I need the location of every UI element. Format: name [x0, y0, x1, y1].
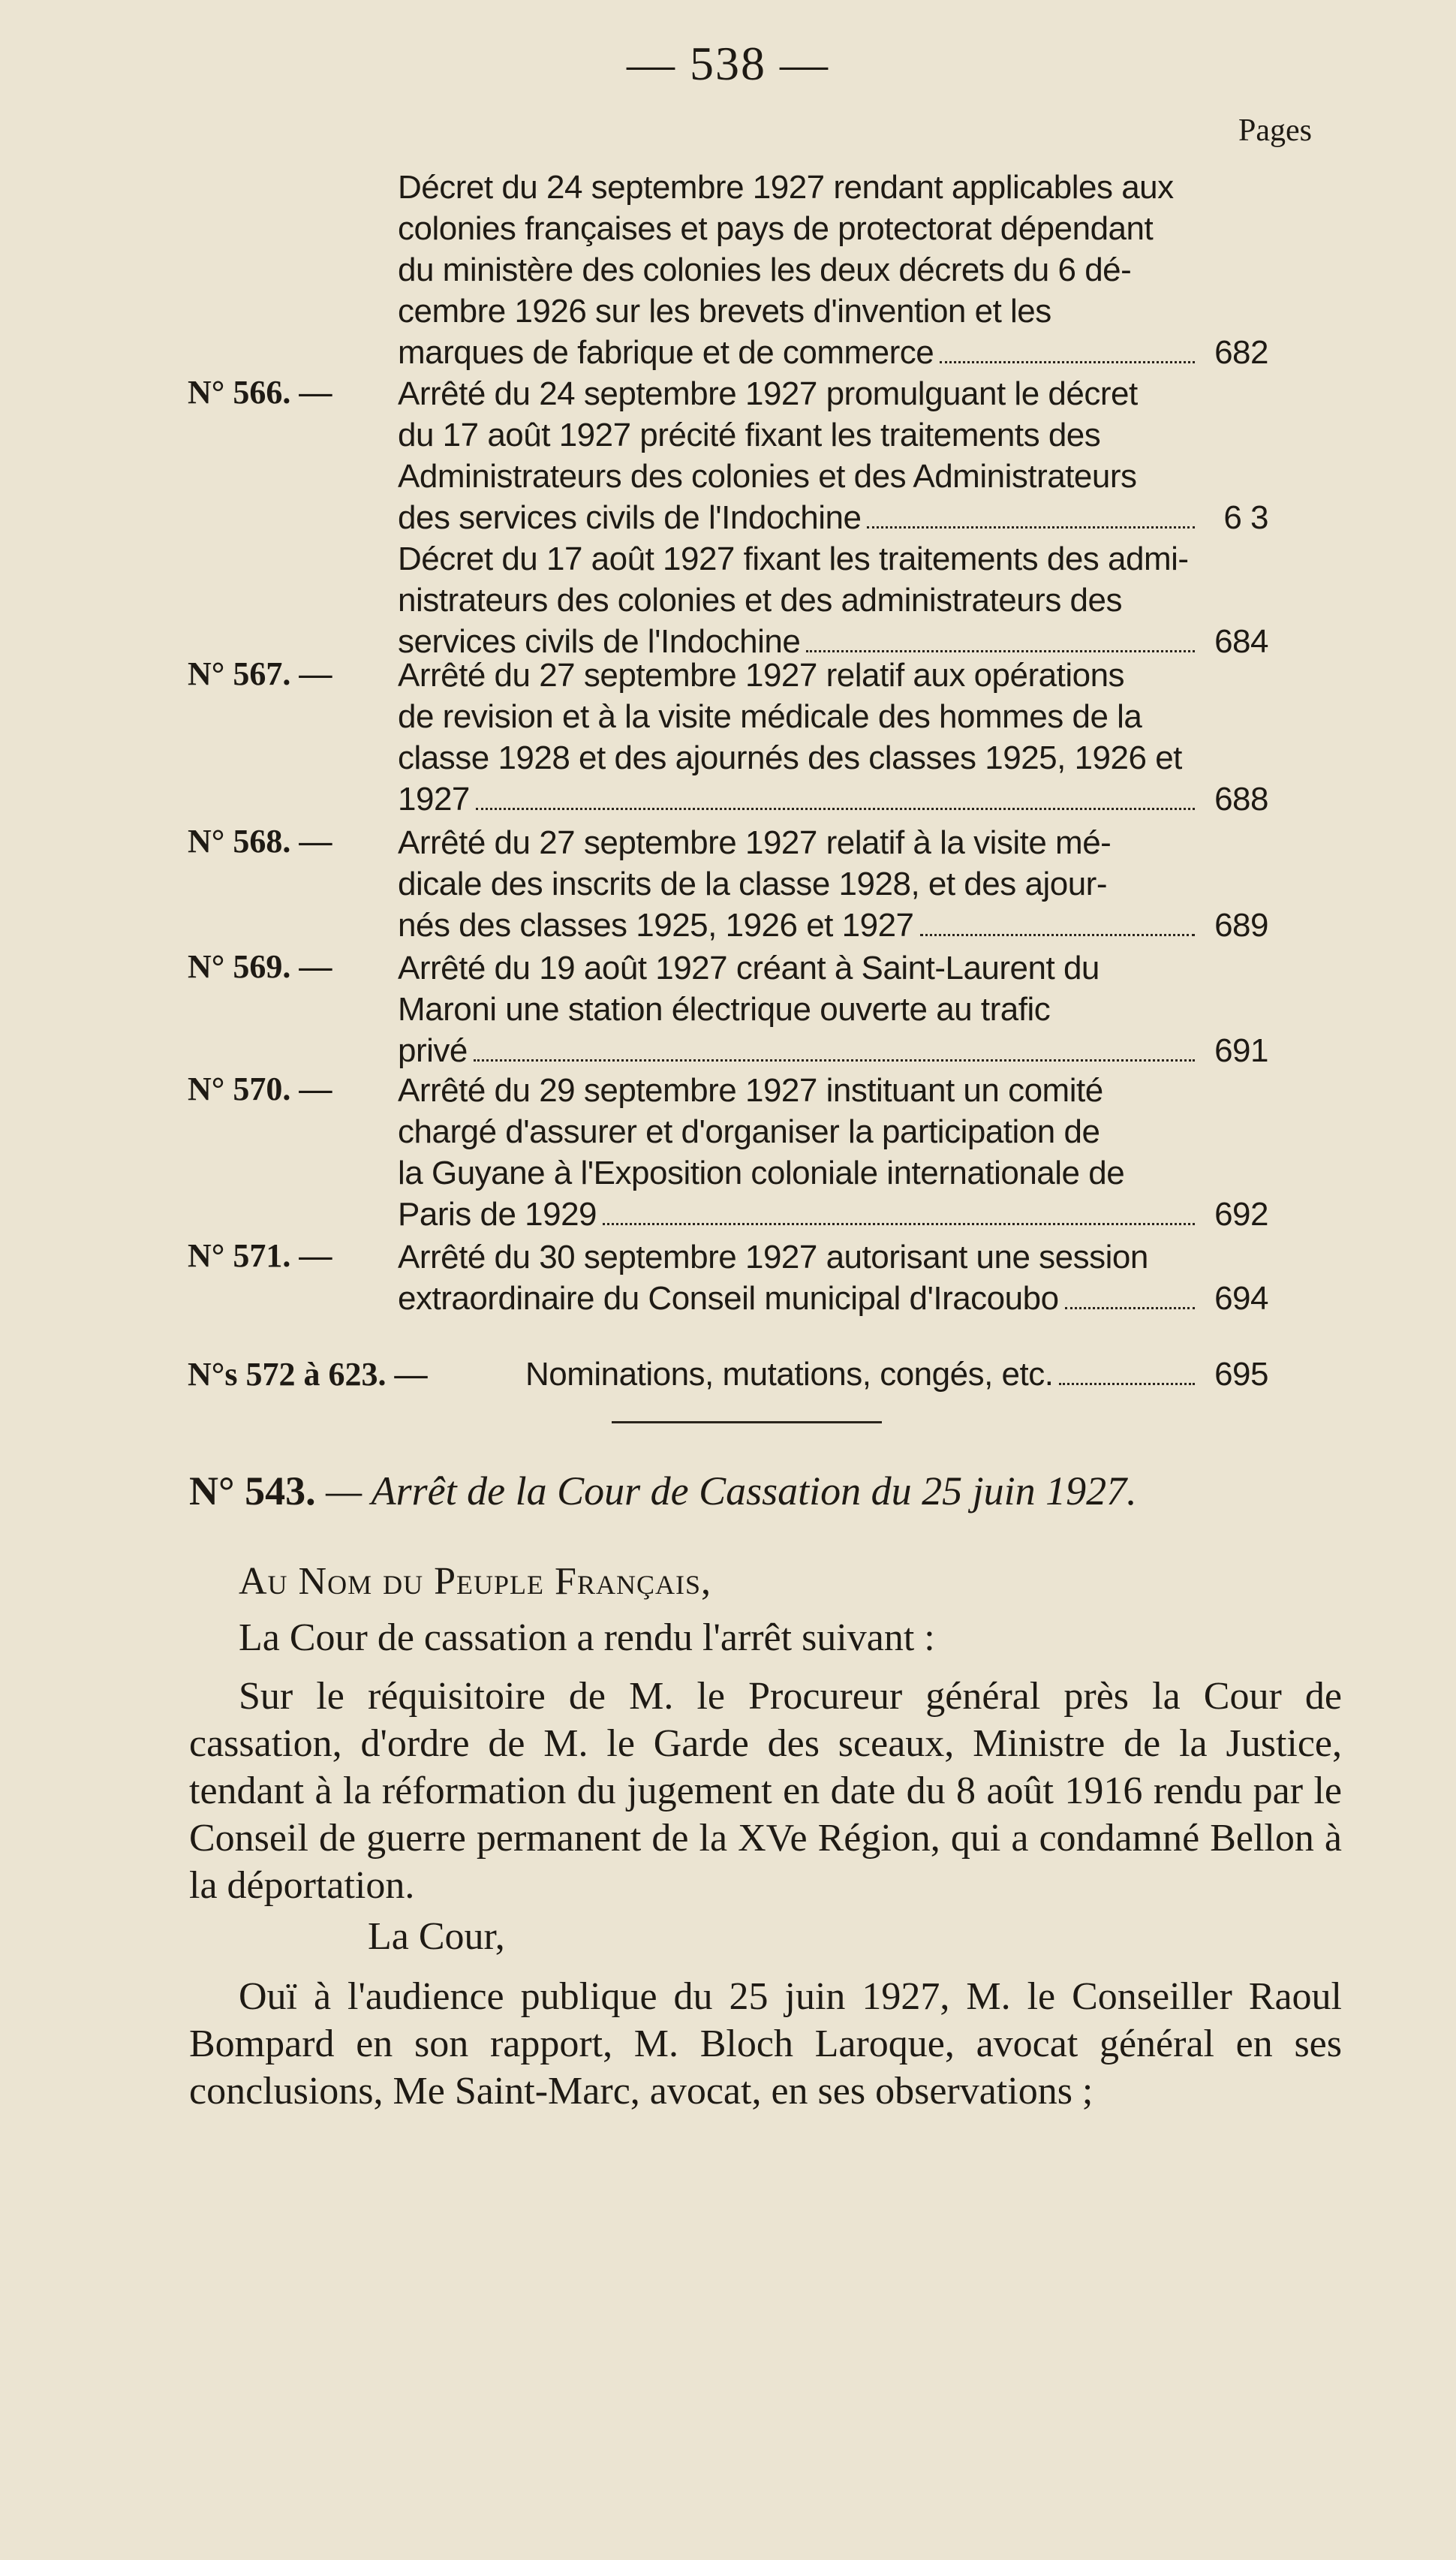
toc-page-ref: 694 [1214, 1280, 1268, 1317]
decision-intro: La Cour de cassation a rendu l'arrêt suivant : [239, 1616, 935, 1659]
toc-line: Paris de 1929 [398, 1196, 597, 1233]
toc-line: privé [398, 1032, 468, 1069]
toc-line: Arrêté du 29 septembre 1927 instituant un comité [398, 1072, 1103, 1109]
toc-leader-line [398, 332, 1268, 373]
toc-line: Décret du 17 août 1927 fixant les traitements des admi- [398, 541, 1189, 577]
toc-line: des services civils de l'Indochine [398, 499, 862, 536]
toc-entry-number: N°s 572 à 623. — [188, 1356, 428, 1393]
toc-line: Arrêté du 19 août 1927 créant à Saint-Laurent du [398, 950, 1100, 986]
toc-line: la Guyane à l'Exposition coloniale internationale de [398, 1155, 1125, 1191]
toc-entry-number: N° 571. — [188, 1237, 332, 1274]
toc-line: cembre 1926 sur les brevets d'invention et les [398, 293, 1051, 330]
toc-entry-number: N° 567. — [188, 655, 332, 692]
dot-leader [806, 650, 1195, 652]
toc-line: Arrêté du 24 septembre 1927 promulguant le décret [398, 375, 1138, 412]
decision-heading [189, 1468, 1345, 1514]
dot-leader [474, 1059, 1195, 1062]
toc-line: services civils de l'Indochine [398, 623, 801, 660]
toc-line: Arrêté du 27 septembre 1927 relatif aux opérations [398, 657, 1125, 694]
dot-leader [476, 808, 1195, 810]
toc-line: de revision et à la visite médicale des hommes de la [398, 698, 1142, 735]
decision-hearing: Ouï à l'audience publique du 25 juin 1927, M. le Conseiller Raoul Bompard en son rapport, M. Bloch Laroque, avocat général en ses conclusions, Me Saint-Marc, avocat, en ses observations ; [189, 1975, 1342, 2113]
toc-line: colonies françaises et pays de protectorat dépendant [398, 210, 1154, 247]
toc-line: marques de fabrique et de commerce [398, 334, 934, 371]
toc-entry-number: N° 566. — [188, 374, 332, 411]
toc-page-ref: 692 [1214, 1196, 1268, 1233]
page-number: — 538 — [627, 37, 829, 90]
section-divider [612, 1421, 882, 1423]
decision-preamble: Au Nom du Peuple Français, [239, 1560, 711, 1603]
toc-page-ref: 688 [1214, 781, 1268, 818]
toc-line: dicale des inscrits de la classe 1928, et des ajour- [398, 866, 1107, 902]
toc-page-ref: 682 [1214, 334, 1268, 371]
toc-line: Décret du 24 septembre 1927 rendant applicables aux [398, 169, 1174, 206]
dot-leader [940, 361, 1195, 363]
dot-leader [920, 934, 1195, 936]
toc-page-ref: 691 [1214, 1032, 1268, 1069]
toc-leader-line [398, 779, 1268, 820]
toc-line: Arrêté du 30 septembre 1927 autorisant une session [398, 1239, 1148, 1275]
dot-leader [867, 526, 1195, 529]
decision-requisitoire: Sur le réquisitoire de M. le Procureur général près la Cour de cassation, d'ordre de M. le Garde des sceaux, Ministre de la Justice, tendant à la réformation du jugement en date du 8 août 1916 rendu par le Conseil de guerre permanent de la XVe Région, qui a condamné Bellon à la déportation. [189, 1675, 1342, 1907]
toc-line: Nominations, mutations, congés, etc. [525, 1356, 1054, 1393]
toc-line: nistrateurs des colonies et des administrateurs des [398, 582, 1122, 619]
toc-line: du ministère des colonies les deux décrets du 6 dé- [398, 251, 1132, 288]
dot-leader [1059, 1383, 1195, 1385]
toc-line: Arrêté du 27 septembre 1927 relatif à la visite mé- [398, 824, 1112, 861]
toc-line: classe 1928 et des ajournés des classes 1925, 1926 et [398, 739, 1182, 776]
dot-leader [603, 1223, 1195, 1225]
toc-page-ref: 695 [1214, 1356, 1268, 1393]
toc-line: 1927 [398, 781, 470, 818]
toc-line: chargé d'assurer et d'organiser la participation de [398, 1113, 1100, 1150]
toc-line: nés des classes 1925, 1926 et 1927 [398, 907, 914, 944]
toc-leader-line [398, 1194, 1268, 1235]
toc-leader-line [398, 1030, 1268, 1071]
toc-leader-line [398, 497, 1268, 538]
toc-leader-line [525, 1354, 1268, 1395]
toc-leader-line [398, 1278, 1268, 1319]
toc-leader-line [398, 905, 1268, 946]
toc-line: du 17 août 1927 précité fixant les traitements des [398, 417, 1101, 453]
toc-entry-number: N° 570. — [188, 1071, 332, 1107]
decision-number: N° 543. [189, 1468, 316, 1513]
toc-line: Maroni une station électrique ouverte au trafic [398, 991, 1051, 1028]
pages-column-label: Pages [1238, 113, 1312, 148]
toc-line: extraordinaire du Conseil municipal d'Iracoubo [398, 1280, 1059, 1317]
toc-page-ref: 684 [1214, 623, 1268, 660]
toc-page-ref: 689 [1214, 907, 1268, 944]
toc-page-ref: 6 3 [1223, 499, 1268, 536]
decision-title: — Arrêt de la Cour de Cassation du 25 juin 1927. [326, 1468, 1137, 1513]
dot-leader [1065, 1307, 1195, 1309]
toc-entry-number: N° 569. — [188, 948, 332, 985]
toc-entry-number: N° 568. — [188, 823, 332, 860]
toc-line: Administrateurs des colonies et des Administrateurs [398, 458, 1137, 495]
decision-court: La Cour, [368, 1915, 505, 1958]
